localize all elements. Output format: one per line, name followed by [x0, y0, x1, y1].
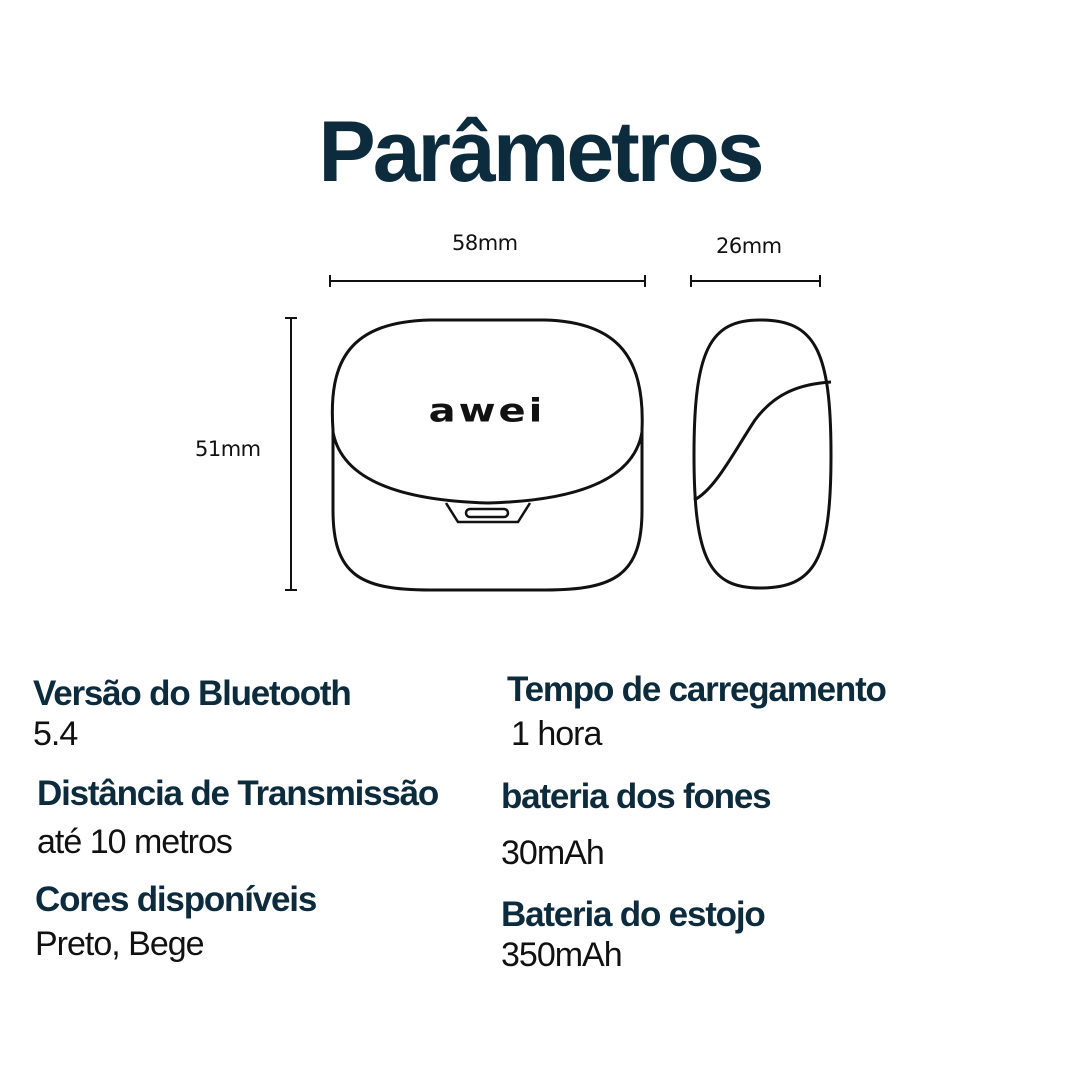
spec-earbud-battery [501, 777, 770, 873]
spec-bluetooth-value: 5.4 [33, 715, 78, 753]
awei-logo [429, 392, 546, 430]
width-dimension-label: 58mm [452, 231, 518, 255]
case-side-view [694, 320, 831, 588]
usb-port [446, 503, 530, 522]
width-dimension-line [330, 275, 645, 287]
spec-colors-value: Preto, Bege [35, 925, 204, 963]
spec-colors-label: Cores disponíveis [35, 880, 317, 919]
spec-charge-time [507, 670, 886, 754]
spec-charge-time-label: Tempo de carregamento [507, 670, 886, 709]
spec-case-battery-value: 350mAh [501, 936, 622, 974]
spec-distance-value: até 10 metros [37, 823, 232, 861]
spec-earbud-battery-label: bateria dos fones [501, 777, 771, 816]
spec-distance [37, 774, 438, 862]
spec-case-battery-label: Bateria do estojo [501, 895, 765, 934]
spec-bluetooth-label: Versão do Bluetooth [33, 674, 351, 713]
spec-case-battery [501, 895, 765, 975]
spec-distance-label: Distância de Transmissão [37, 774, 439, 813]
spec-colors [35, 880, 316, 964]
page-title: Parâmetros [318, 104, 762, 200]
spec-bluetooth [33, 674, 351, 754]
height-dimension-label: 51mm [195, 437, 261, 461]
depth-dimension-label: 26mm [716, 234, 782, 258]
case-front-view [332, 320, 642, 590]
depth-dimension-line [691, 275, 820, 287]
height-dimension-line [285, 318, 297, 590]
spec-earbud-battery-value: 30mAh [501, 834, 604, 872]
svg-text:awei: awei [428, 391, 546, 430]
spec-charge-time-value: 1 hora [511, 715, 602, 753]
